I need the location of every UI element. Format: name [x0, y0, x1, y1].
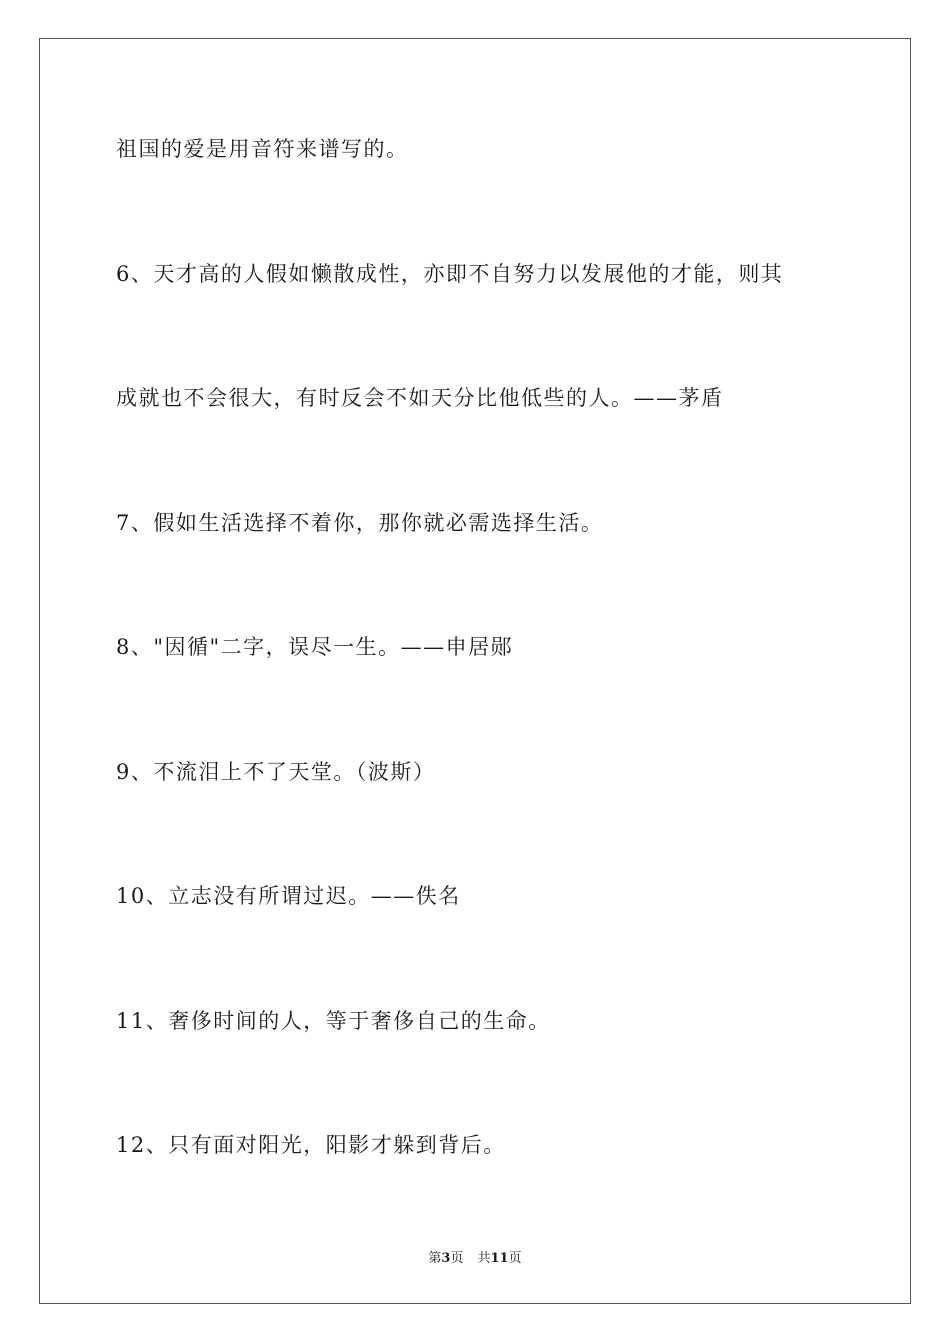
page-prefix: 第	[428, 1251, 442, 1266]
text-line: 10、立志没有所谓过迟。——佚名	[116, 884, 461, 908]
total-pages: 11	[490, 1251, 509, 1266]
text-line: 祖国的爱是用音符来谱写的。	[116, 137, 409, 161]
total-prefix: 共	[477, 1251, 491, 1266]
text-line: 6、天才高的人假如懒散成性，亦即不自努力以发展他的才能，则其	[116, 262, 784, 286]
text-line: 9、不流泪上不了天堂。（波斯）	[116, 760, 436, 784]
text-line: 12、只有面对阳光，阳影才躲到背后。	[116, 1133, 506, 1157]
page-suffix: 页	[450, 1251, 464, 1266]
page-footer	[0, 1247, 950, 1266]
total-suffix: 页	[508, 1251, 522, 1266]
text-line: 8、"因循"二字，误尽一生。——申居郧	[116, 635, 514, 659]
page-frame	[39, 38, 911, 1304]
page-number: 3	[441, 1251, 451, 1266]
text-line: 7、假如生活选择不着你，那你就必需选择生活。	[116, 511, 604, 535]
text-line: 成就也不会很大，有时反会不如天分比他低些的人。——茅盾	[116, 386, 724, 410]
text-line: 11、奢侈时间的人，等于奢侈自己的生命。	[116, 1009, 551, 1033]
